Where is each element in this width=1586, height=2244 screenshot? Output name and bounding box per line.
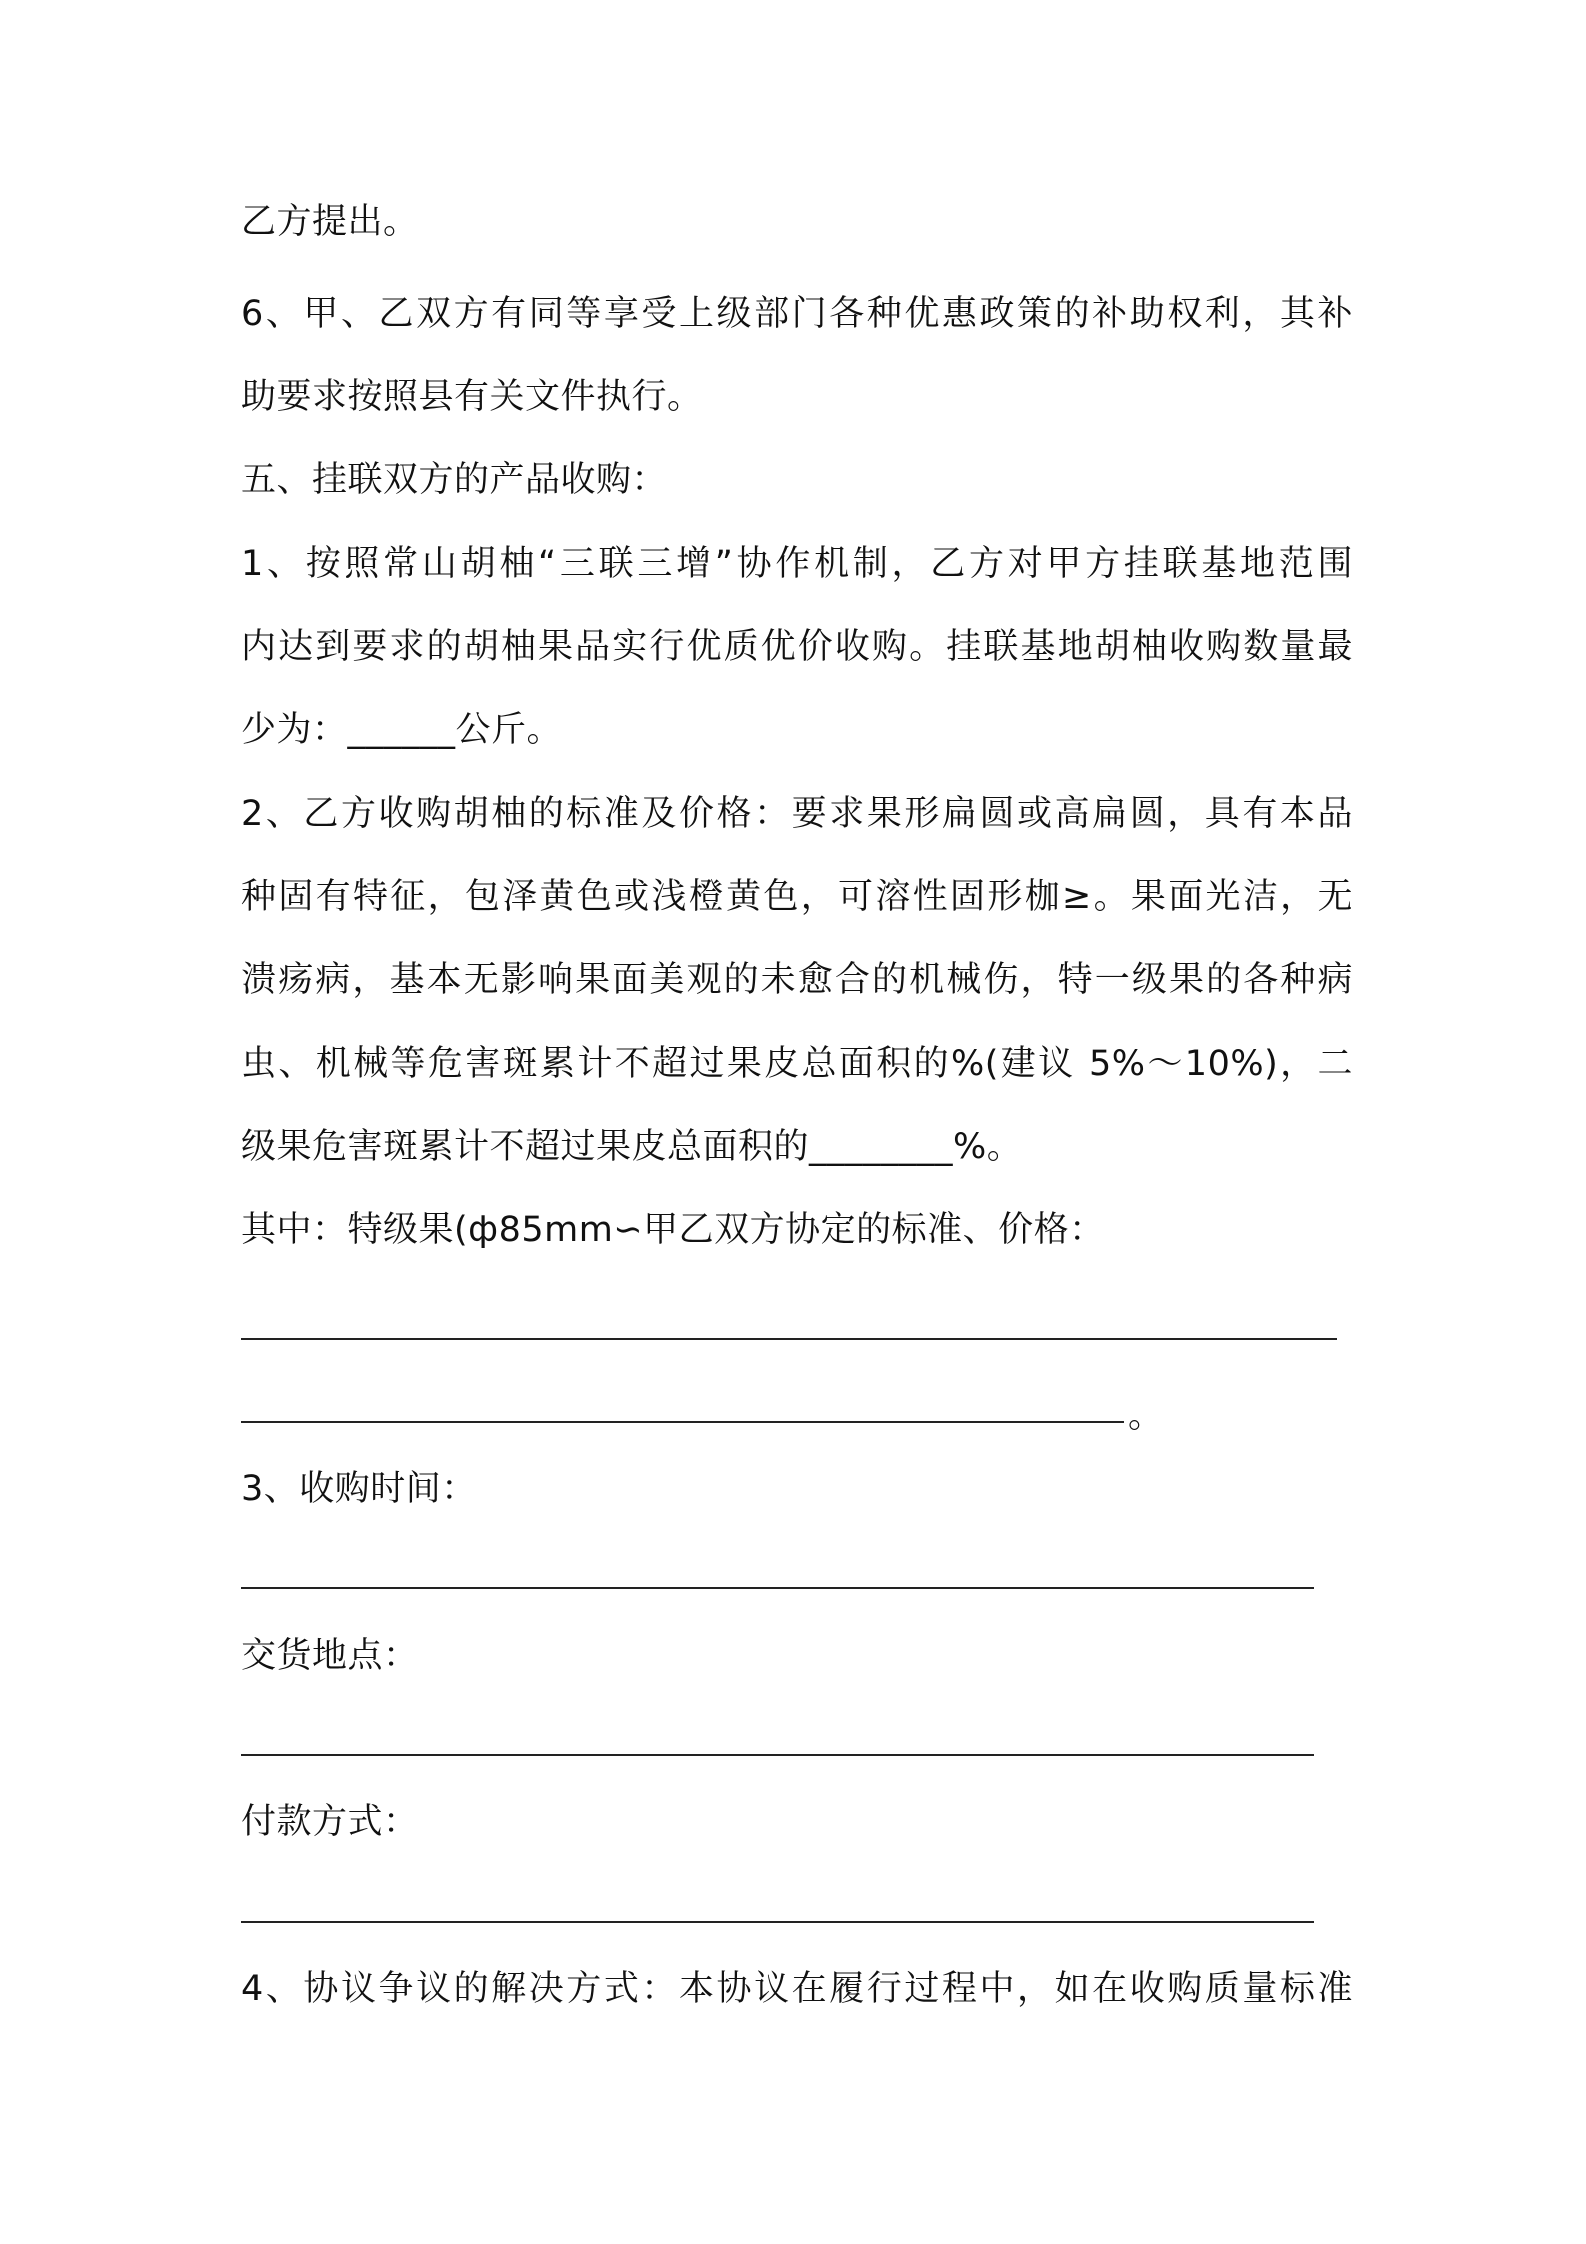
delivery-location-label: 交货地点：: [241, 1636, 419, 1676]
fill-in-blank: [241, 1421, 1124, 1423]
clause-3-heading: 3、收购时间：: [241, 1469, 477, 1509]
fill-in-blank: [241, 1921, 1314, 1923]
clause-2-line-3: 溃疡病，基本无影响果面美观的未愈合的机械伤，特一级果的各种病: [241, 960, 1353, 1000]
clause-2-line-2: 种固有特征，包泽黄色或浅橙黄色，可溶性固形枷≥。果面光洁，无: [241, 877, 1353, 917]
fill-in-blank: [241, 1754, 1314, 1756]
clause-6-line-1: 6、甲、乙双方有同等享受上级部门各种优惠政策的补助权利，其补: [241, 294, 1353, 334]
grade-spec-line: 其中：特级果(ф85mm∽甲乙双方协定的标准、价格：: [241, 1210, 1105, 1250]
clause-2-line-4: 虫、机械等危害斑累计不超过果皮总面积的%(建议 5%～10%)，二: [241, 1044, 1353, 1084]
payment-method-label: 付款方式：: [241, 1802, 419, 1842]
clause-2-line-1: 2、乙方收购胡柚的标准及价格：要求果形扁圆或高扁圆，具有本品: [241, 794, 1353, 834]
clause-4-line-1: 4、协议争议的解决方式：本协议在履行过程中，如在收购质量标准: [241, 1969, 1353, 2009]
clause-6-line-2: 助要求按照县有关文件执行。: [241, 377, 703, 417]
clause-1-line-3: 少为：______公斤。: [241, 710, 563, 750]
clause-2-line-5: 级果危害斑累计不超过果皮总面积的________%。: [241, 1127, 1023, 1167]
period-mark: 。: [1128, 1396, 1164, 1436]
paragraph-line: 乙方提出。: [241, 202, 419, 242]
section-five-heading: 五、挂联双方的产品收购：: [241, 460, 668, 500]
fill-in-blank: [241, 1587, 1314, 1589]
fill-in-blank: [241, 1338, 1337, 1340]
clause-1-line-2: 内达到要求的胡柚果品实行优质优价收购。挂联基地胡柚收购数量最: [241, 627, 1353, 667]
clause-1-line-1: 1、按照常山胡柚“三联三增”协作机制，乙方对甲方挂联基地范围: [241, 544, 1353, 584]
